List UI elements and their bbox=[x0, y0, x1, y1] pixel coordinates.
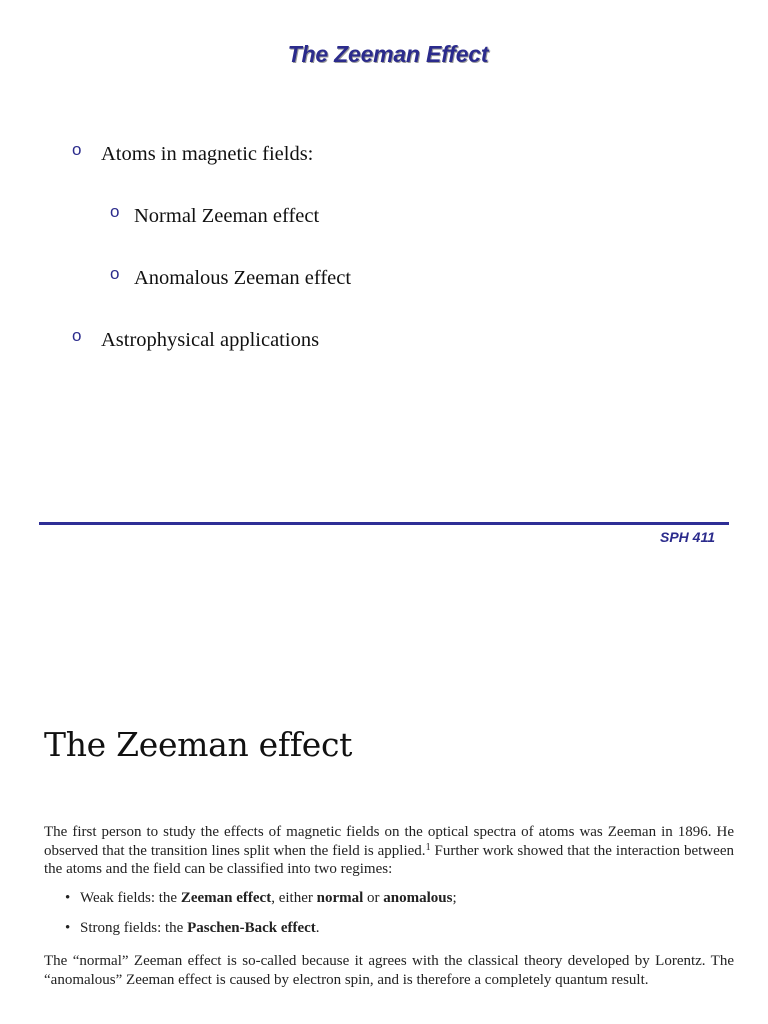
bullet-normal-zeeman bbox=[110, 202, 320, 228]
intro-paragraph bbox=[44, 823, 734, 879]
list-item-text: or bbox=[363, 890, 384, 906]
bullet-anomalous-zeeman bbox=[110, 264, 352, 290]
footnote-mark: 1 bbox=[425, 841, 431, 853]
list-item-text: , either bbox=[271, 890, 317, 906]
bullet-astrophysical-applications bbox=[72, 326, 320, 352]
list-item-text: ; bbox=[452, 890, 457, 906]
term-zeeman-effect: Zeeman effect bbox=[180, 890, 272, 906]
list-bullet-icon: • bbox=[65, 890, 71, 906]
course-code: SPH 411 bbox=[660, 529, 715, 545]
bullet-marker-icon: o bbox=[110, 202, 120, 221]
slide-title: The Zeeman Effect bbox=[287, 41, 489, 67]
bullet-marker-icon: o bbox=[72, 140, 82, 159]
bullet-text: Normal Zeeman effect bbox=[134, 205, 320, 227]
paper-title: The Zeeman effect bbox=[44, 725, 353, 764]
term-anomalous: anomalous bbox=[383, 890, 453, 906]
term-paschen-back-effect: Paschen-Back effect bbox=[187, 920, 316, 936]
closing-paragraph: The “normal” Zeeman effect is so-called because it agrees with the classical theory developed by Lorentz. The “anomalous” Zeeman effect is caused by electron spin, and is therefore a completely quantum result. bbox=[44, 953, 734, 988]
bullet-text: Anomalous Zeeman effect bbox=[134, 267, 352, 289]
list-item-strong-fields bbox=[65, 920, 320, 937]
list-item-text: . bbox=[315, 920, 320, 936]
list-item-weak-fields bbox=[65, 890, 457, 907]
intro-text-continued: Further work showed that the interaction between the atoms and the field can be classified into two regimes: bbox=[44, 842, 734, 877]
list-item-text: Weak fields: the bbox=[80, 890, 181, 906]
list-item-text: Strong fields: the bbox=[80, 920, 188, 936]
bullet-text: Astrophysical applications bbox=[101, 329, 320, 351]
intro-text: The first person to study the effects of magnetic fields on the optical spectra of atoms was Zeeman in 1896. He observed that the transition lines split when the field is applied. bbox=[44, 824, 734, 859]
bullet-marker-icon: o bbox=[72, 326, 82, 345]
bullet-atoms-in-magnetic-fields bbox=[72, 140, 314, 166]
bullet-marker-icon: o bbox=[110, 264, 120, 283]
footer-divider bbox=[39, 522, 729, 525]
term-normal: normal bbox=[316, 890, 364, 906]
bullet-text: Atoms in magnetic fields: bbox=[101, 143, 314, 165]
list-bullet-icon: • bbox=[65, 920, 71, 936]
